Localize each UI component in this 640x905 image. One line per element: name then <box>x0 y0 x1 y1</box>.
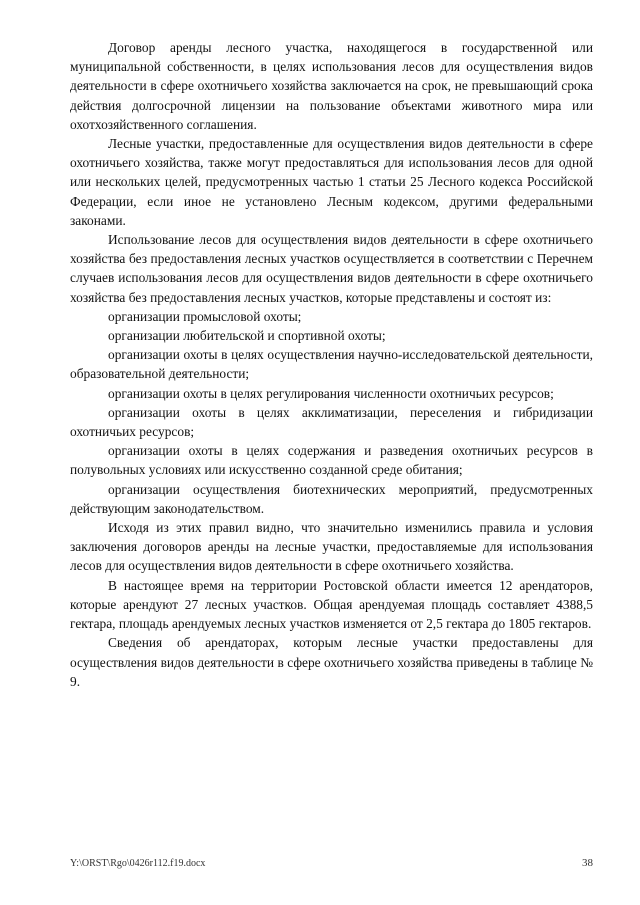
list-item-semi-free-breeding: организации охоты в целях содержания и разведения охотничьих ресурсов в полувольных условиях или искусственно созданной среде обитания; <box>70 443 593 478</box>
list-item-amateur-sport-hunting: организации любительской и спортивной охоты; <box>108 328 386 344</box>
paragraph-table-reference: Сведения об арендаторах, которым лесные участки предоставлены для осуществления видов деятельности в сфере охотничьего хозяйства приведены в таблице № 9. <box>70 635 593 689</box>
document-body <box>70 38 593 691</box>
list-item-acclimatization: организации охоты в целях акклиматизации, переселения и гибридизации охотничьих ресурсов; <box>70 404 593 440</box>
list-item-commercial-hunting: организации промысловой охоты; <box>108 308 302 324</box>
list-item-research-hunting: организации охоты в целях осуществления научно-исследовательской деятельности, образовательной деятельности; <box>70 347 593 382</box>
page-number: 38 <box>582 857 593 869</box>
paragraph-use-without-lease: Использование лесов для осуществления видов деятельности в сфере охотничьего хозяйства без предоставления лесных участков осуществляется в соответствии с Перечнем случаев использования лесов для осуществления видов деятельности в сфере охотничьего хозяйства без предоставления лесных участков, которые представлены и состоят из: <box>70 232 593 305</box>
paragraph-lease-term: Договор аренды лесного участка, находящегося в государственной или муниципальной собственности, в целях использования лесов для осуществления видов деятельности в сфере охотничьего хозяйства заключается на срок, не превышающий срока действия долгосрочной лицензии на пользование объектами животного мира или охотхозяйственного соглашения. <box>70 40 593 132</box>
list-item-population-regulation: организации охоты в целях регулирования численности охотничьих ресурсов; <box>108 385 554 401</box>
list-item-biotechnical-measures: организации осуществления биотехнических мероприятий, предусмотренных действующим законодательством. <box>70 481 593 516</box>
paragraph-multi-purpose-use: Лесные участки, предоставленные для осуществления видов деятельности в сфере охотничьего хозяйства, также могут предоставляться для использования лесов для одной или нескольких целей, предусмотренных частью 1 статьи 25 Лесного кодекса Российской Федерации, если иное не установлено Лесным кодексом, другими федеральными законами. <box>70 136 593 228</box>
footer-file-path: Y:\ORST\Rgo\0426r112.f19.docx <box>70 858 206 869</box>
paragraph-rules-changed: Исходя из этих правил видно, что значительно изменились правила и условия заключения договоров аренды на лесные участки, предоставляемые для использования лесов для осуществления видов деятельности в сфере охотничьего хозяйства. <box>70 520 593 574</box>
paragraph-rostov-tenants: В настоящее время на территории Ростовской области имеется 12 арендаторов, которые арендуют 27 лесных участков. Общая арендуемая площадь составляет 4388,5 гектара, площадь арендуемых лесных участков изменяется от 2,5 гектара до 1805 гектаров. <box>70 577 593 632</box>
